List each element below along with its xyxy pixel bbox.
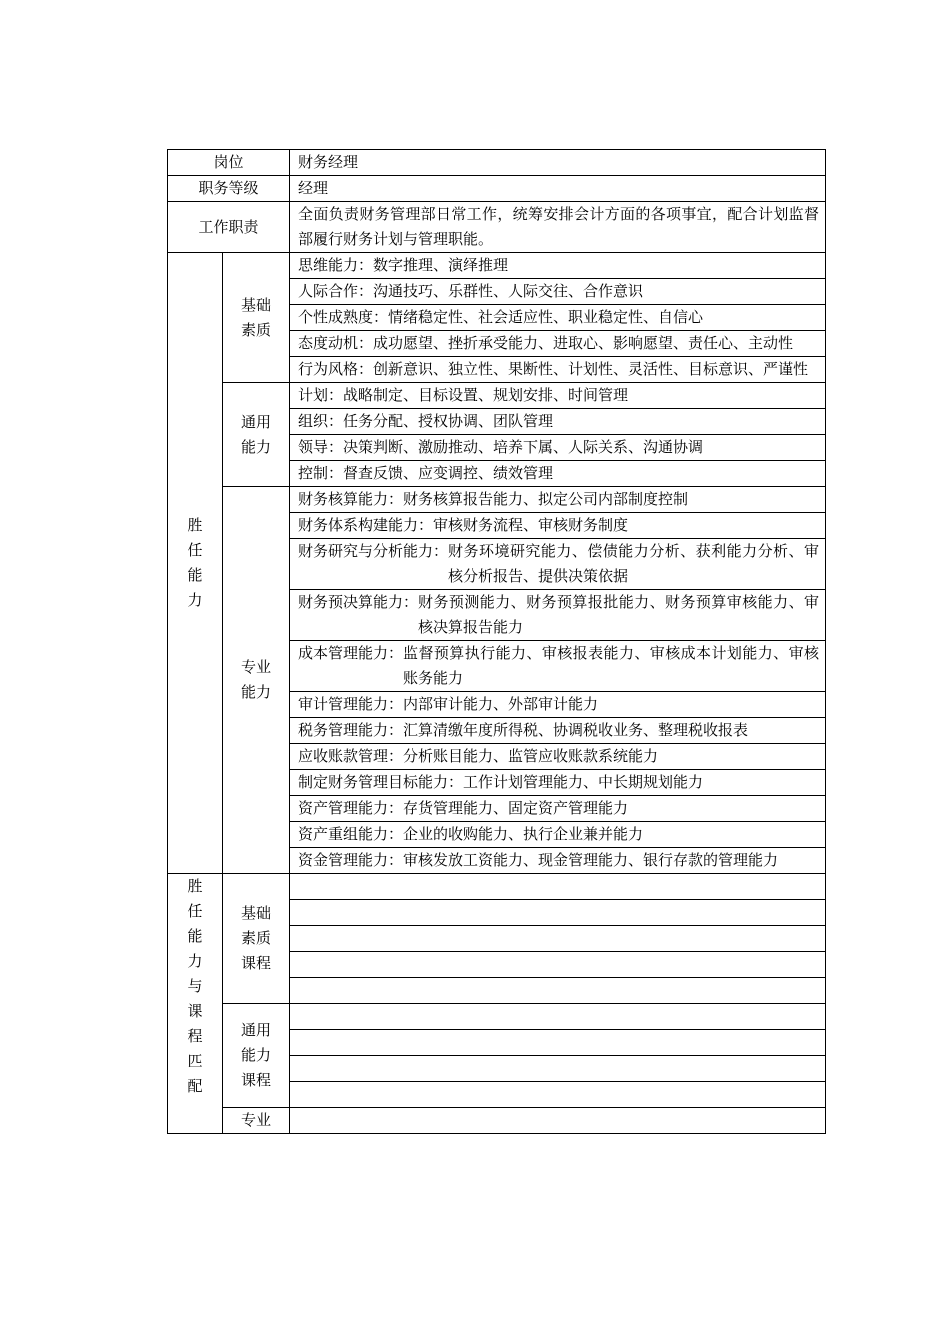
item-value: 任务分配、授权协调、团队管理 xyxy=(343,412,554,430)
item-value: 决策判断、激励推动、培养下属、人际关系、沟通协调 xyxy=(343,438,704,456)
course-cell[interactable] xyxy=(290,900,826,926)
competency-item-text xyxy=(298,409,819,434)
course-cell[interactable] xyxy=(290,1082,826,1108)
competency-item xyxy=(290,822,826,848)
item-value: 情绪稳定性、社会适应性、职业稳定性、自信心 xyxy=(388,308,704,326)
item-key: 资产重组能力： xyxy=(298,825,404,843)
label-char: 程 xyxy=(187,1027,203,1045)
item-value: 创新意识、独立性、果断性、计划性、灵活性、目标意识、严谨性 xyxy=(373,360,809,378)
basic-quality-label xyxy=(223,253,290,383)
label-char: 通用 xyxy=(241,1021,272,1039)
course-cell[interactable] xyxy=(290,1056,826,1082)
item-value: 成功愿望、挫折承受能力、进取心、影响愿望、责任心、主动性 xyxy=(373,334,794,352)
table-row xyxy=(168,176,826,202)
label-char: 素质 xyxy=(241,320,272,339)
competency-item-text xyxy=(298,253,819,278)
label-char: 与 xyxy=(187,977,203,995)
competency-item-text xyxy=(298,539,819,589)
competency-item-text xyxy=(298,383,819,408)
competency-item-text xyxy=(298,305,819,330)
course-cell[interactable] xyxy=(290,1004,826,1030)
professional-ability-label xyxy=(223,487,290,874)
competency-item xyxy=(290,513,826,539)
label-char: 能 xyxy=(187,927,203,945)
item-value: 审核发放工资能力、现金管理能力、银行存款的管理能力 xyxy=(403,851,779,869)
item-value: 财务核算报告能力、拟定公司内部制度控制 xyxy=(403,490,689,508)
table-row xyxy=(168,202,826,253)
label-char: 匹 xyxy=(187,1052,203,1070)
competency-item xyxy=(290,692,826,718)
item-value: 监督预算执行能力、审核报表能力、审核成本计划能力、审核账务能力 xyxy=(403,644,820,687)
item-value: 汇算清缴年度所得税、协调税收业务、整理税收报表 xyxy=(403,721,749,739)
course-cell[interactable] xyxy=(290,1108,826,1134)
item-key: 行为风格： xyxy=(298,360,374,378)
competency-item-text xyxy=(298,279,819,304)
item-value: 沟通技巧、乐群性、人际交往、合作意识 xyxy=(373,282,644,300)
competency-item-text xyxy=(298,513,819,538)
item-key: 财务核算能力： xyxy=(298,490,404,508)
label-char: 课程 xyxy=(241,954,272,972)
item-key: 财务研究与分析能力： xyxy=(298,542,449,560)
competency-item-text xyxy=(298,718,819,743)
competency-item xyxy=(290,744,826,770)
competency-item xyxy=(290,796,826,822)
competency-item-text xyxy=(298,822,819,847)
vertical-label xyxy=(223,293,289,343)
label-char: 基础 xyxy=(241,295,272,314)
competency-item xyxy=(290,641,826,692)
table-row xyxy=(168,1108,826,1134)
label-char: 能力 xyxy=(241,437,272,456)
item-value: 战略制定、目标设置、规划安排、时间管理 xyxy=(343,386,629,404)
duty-value: 全面负责财务管理部日常工作，统筹安排会计方面的各项事宜，配合计划监督部履行财务计划与管理职能。 xyxy=(290,202,826,253)
basic-course-label xyxy=(223,874,290,1004)
course-cell[interactable] xyxy=(290,978,826,1004)
competency-item xyxy=(290,357,826,383)
competency-item xyxy=(290,848,826,874)
competency-item-text xyxy=(298,848,819,873)
item-key: 计划： xyxy=(298,386,344,404)
competency-item xyxy=(290,461,826,487)
label-char: 力 xyxy=(187,591,203,609)
label-char: 基础 xyxy=(241,904,272,922)
item-value: 财务预测能力、财务预算报批能力、财务预算审核能力、审核决算报告能力 xyxy=(418,593,820,636)
competency-item xyxy=(290,383,826,409)
course-match-label xyxy=(168,874,223,1134)
competency-item xyxy=(290,487,826,513)
competency-item-text xyxy=(298,435,819,460)
duty-label: 工作职责 xyxy=(168,202,290,253)
label-char: 课程 xyxy=(241,1071,272,1089)
competency-item xyxy=(290,331,826,357)
table-body xyxy=(168,150,826,1134)
label-char: 能力 xyxy=(241,683,272,701)
item-value: 存货管理能力、固定资产管理能力 xyxy=(403,799,629,817)
table-row xyxy=(168,383,826,409)
label-char: 能 xyxy=(187,566,203,584)
item-value: 内部审计能力、外部审计能力 xyxy=(403,695,599,713)
competency-item-text xyxy=(298,796,819,821)
item-key: 制定财务管理目标能力： xyxy=(298,773,464,791)
item-key: 财务体系构建能力： xyxy=(298,516,434,534)
item-key: 思维能力： xyxy=(298,256,374,274)
item-value: 工作计划管理能力、中长期规划能力 xyxy=(463,773,704,791)
table-row xyxy=(168,487,826,513)
vertical-label xyxy=(223,1018,289,1093)
competency-item-text xyxy=(298,590,819,640)
table-row xyxy=(168,1004,826,1030)
course-cell[interactable] xyxy=(290,952,826,978)
label-char: 课 xyxy=(187,1002,203,1020)
vertical-label xyxy=(168,513,222,613)
course-cell[interactable] xyxy=(290,874,826,900)
vertical-label xyxy=(223,655,289,705)
competency-item-text xyxy=(298,744,819,769)
competency-item xyxy=(290,770,826,796)
vertical-label xyxy=(223,901,289,976)
table-row xyxy=(168,874,826,900)
professional-course-label xyxy=(223,1108,290,1134)
label-char: 任 xyxy=(187,902,203,920)
item-value: 审核财务流程、审核财务制度 xyxy=(433,516,629,534)
item-key: 成本管理能力： xyxy=(298,644,404,662)
item-key: 应收账款管理： xyxy=(298,747,404,765)
competency-item-text xyxy=(298,461,819,486)
grade-label: 职务等级 xyxy=(168,176,290,202)
item-key: 个性成熟度： xyxy=(298,308,389,326)
item-key: 审计管理能力： xyxy=(298,695,404,713)
table-row xyxy=(168,253,826,279)
competency-item xyxy=(290,305,826,331)
competency-item-text xyxy=(298,357,819,382)
label-char: 配 xyxy=(187,1077,203,1095)
item-key: 财务预决算能力： xyxy=(298,593,419,611)
item-value: 企业的收购能力、执行企业兼并能力 xyxy=(403,825,644,843)
competency-item-text xyxy=(298,331,819,356)
item-key: 资产管理能力： xyxy=(298,799,404,817)
item-key: 控制： xyxy=(298,464,344,482)
vertical-label xyxy=(223,410,289,460)
competency-item-text xyxy=(298,692,819,717)
vertical-label xyxy=(168,874,222,1099)
competency-item-text xyxy=(298,770,819,795)
competency-item-text xyxy=(298,487,819,512)
label-char: 素质 xyxy=(241,929,272,947)
label-char: 专业 xyxy=(241,658,272,676)
item-key: 态度动机： xyxy=(298,334,374,352)
competency-label xyxy=(168,253,223,874)
competency-item xyxy=(290,590,826,641)
competency-item xyxy=(290,435,826,461)
competency-item xyxy=(290,539,826,590)
general-course-label xyxy=(223,1004,290,1108)
table-row xyxy=(168,150,826,176)
competency-item xyxy=(290,718,826,744)
competency-item-text xyxy=(298,641,819,691)
item-key: 税务管理能力： xyxy=(298,721,404,739)
item-key: 资金管理能力： xyxy=(298,851,404,869)
general-ability-label xyxy=(223,383,290,487)
item-key: 人际合作： xyxy=(298,282,374,300)
label-char: 力 xyxy=(187,952,203,970)
position-label: 岗位 xyxy=(168,150,290,176)
competency-item xyxy=(290,279,826,305)
item-value: 财务环境研究能力、偿债能力分析、获利能力分析、审核分析报告、提供决策依据 xyxy=(448,542,820,585)
label-char: 胜 xyxy=(187,877,203,895)
competency-item xyxy=(290,409,826,435)
item-value: 督查反馈、应变调控、绩效管理 xyxy=(343,464,554,482)
item-key: 组织： xyxy=(298,412,344,430)
label-char: 任 xyxy=(187,541,203,559)
position-value: 财务经理 xyxy=(290,150,826,176)
label-char: 能力 xyxy=(241,1046,272,1064)
label-char: 胜 xyxy=(187,516,203,534)
job-profile-table xyxy=(167,149,826,1134)
item-value: 分析账目能力、监管应收账款系统能力 xyxy=(403,747,659,765)
item-key: 领导： xyxy=(298,438,344,456)
grade-value: 经理 xyxy=(290,176,826,202)
course-cell[interactable] xyxy=(290,1030,826,1056)
competency-item xyxy=(290,253,826,279)
item-value: 数字推理、演绎推理 xyxy=(373,256,509,274)
label-char: 通用 xyxy=(241,412,272,431)
label-text: 专业 xyxy=(241,1111,272,1129)
course-cell[interactable] xyxy=(290,926,826,952)
